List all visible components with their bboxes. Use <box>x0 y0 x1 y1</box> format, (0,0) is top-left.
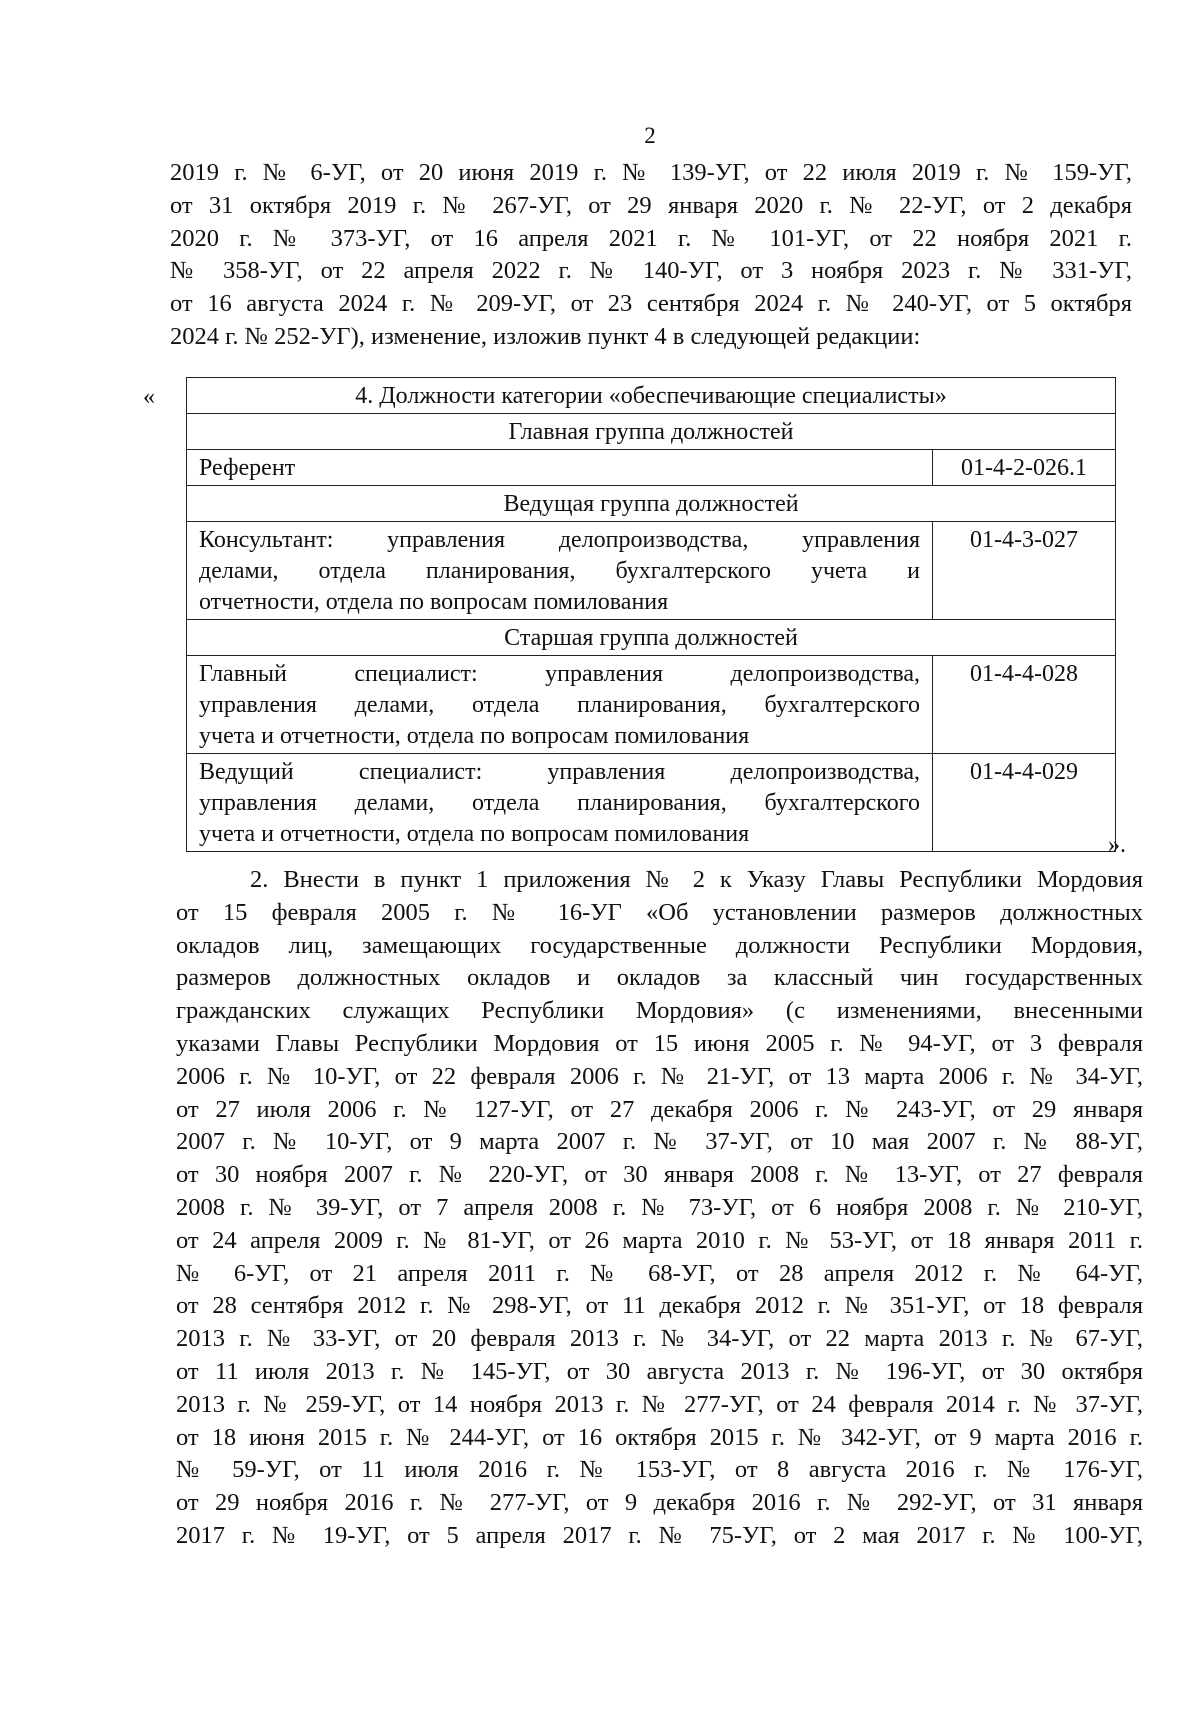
table-row <box>187 378 1116 414</box>
position-title <box>187 754 933 852</box>
position-code: 01-4-4-028 <box>933 656 1116 754</box>
table-row <box>187 486 1116 522</box>
position-title <box>187 656 933 754</box>
paragraph-line: 2019 г. № 6-УГ, от 20 июня 2019 г. № 139-УГ, от 22 июля 2019 г. № 159-УГ, <box>170 159 1132 186</box>
table-row <box>187 522 1116 620</box>
paragraph-line: от 28 сентября 2012 г. № 298-УГ, от 11 декабря 2012 г. № 351-УГ, от 18 февраля <box>176 1292 1143 1320</box>
paragraph-line: от 18 июня 2015 г. № 244-УГ, от 16 октября 2015 г. № 342-УГ, от 9 марта 2016 г. <box>176 1423 1143 1451</box>
group-heading-leading: Ведущая группа должностей <box>187 486 1116 522</box>
position-title-line: учета и отчетности, отдела по вопросам помилования <box>199 821 750 847</box>
paragraph-item-2 <box>176 864 1143 1553</box>
paragraph-line: от 15 февраля 2005 г. № 16-УГ «Об установлении размеров должностных <box>176 898 1143 926</box>
paragraph-line: 2020 г. № 373-УГ, от 16 апреля 2021 г. № 101-УГ, от 22 ноября 2021 г. <box>170 224 1132 252</box>
paragraph-line: 2006 г. № 10-УГ, от 22 февраля 2006 г. № 21-УГ, от 13 марта 2006 г. № 34-УГ, <box>176 1062 1143 1090</box>
positions-table <box>186 377 1116 852</box>
page-number: 2 <box>644 123 656 148</box>
position-title-line: управления делами, отдела планирования, бухгалтерского <box>199 692 920 718</box>
position-title-line: учета и отчетности, отдела по вопросам помилования <box>199 723 750 749</box>
paragraph-line: гражданских служащих Республики Мордовия» (с изменениями, внесенными <box>176 997 1143 1025</box>
position-code: 01-4-2-026.1 <box>933 450 1116 486</box>
paragraph-line: окладов лиц, замещающих государственные должности Республики Мордовия, <box>176 931 1143 959</box>
position-code: 01-4-3-027 <box>933 522 1116 620</box>
opening-quote-mark: « <box>143 384 155 410</box>
position-title-line: Главный специалист: управления делопроизводства, <box>199 661 920 687</box>
position-title-line: делами, отдела планирования, бухгалтерского учета и <box>199 558 920 584</box>
paragraph-line: 2024 г. № 252-УГ), изменение, изложив пункт 4 в следующей редакции: <box>170 322 921 350</box>
paragraph-line: 2. Внести в пункт 1 приложения № 2 к Указу Главы Республики Мордовия <box>250 866 1143 893</box>
paragraph-line: от 29 ноября 2016 г. № 277-УГ, от 9 декабря 2016 г. № 292-УГ, от 31 января <box>176 1489 1143 1517</box>
paragraph-line: № 6-УГ, от 21 апреля 2011 г. № 68-УГ, от 28 апреля 2012 г. № 64-УГ, <box>176 1259 1143 1287</box>
position-title-line: отчетности, отдела по вопросам помилования <box>199 589 669 615</box>
paragraph-line: от 16 августа 2024 г. № 209-УГ, от 23 сентября 2024 г. № 240-УГ, от 5 октября <box>170 290 1132 318</box>
position-title <box>187 522 933 620</box>
paragraph-line: 2013 г. № 259-УГ, от 14 ноября 2013 г. № 277-УГ, от 24 февраля 2014 г. № 37-УГ, <box>176 1390 1143 1418</box>
paragraph-line: № 59-УГ, от 11 июля 2016 г. № 153-УГ, от 8 августа 2016 г. № 176-УГ, <box>176 1456 1143 1484</box>
paragraph-line: 2013 г. № 33-УГ, от 20 февраля 2013 г. № 34-УГ, от 22 марта 2013 г. № 67-УГ, <box>176 1325 1143 1353</box>
paragraph-line: от 24 апреля 2009 г. № 81-УГ, от 26 марта 2010 г. № 53-УГ, от 18 января 2011 г. <box>176 1226 1143 1254</box>
paragraph-line: от 27 июля 2006 г. № 127-УГ, от 27 декабря 2006 г. № 243-УГ, от 29 января <box>176 1095 1143 1123</box>
table-row <box>187 656 1116 754</box>
paragraph-line: от 30 ноября 2007 г. № 220-УГ, от 30 января 2008 г. № 13-УГ, от 27 февраля <box>176 1161 1143 1189</box>
group-heading-senior: Старшая группа должностей <box>187 620 1116 656</box>
position-title-line: Ведущий специалист: управления делопроизводства, <box>199 759 920 785</box>
paragraph-line: от 31 октября 2019 г. № 267-УГ, от 29 января 2020 г. № 22-УГ, от 2 декабря <box>170 191 1132 219</box>
table-row <box>187 620 1116 656</box>
table-heading: 4. Должности категории «обеспечивающие специалисты» <box>187 378 1116 414</box>
position-title-line: управления делами, отдела планирования, бухгалтерского <box>199 790 920 816</box>
paragraph-line: 2017 г. № 19-УГ, от 5 апреля 2017 г. № 75-УГ, от 2 мая 2017 г. № 100-УГ, <box>176 1521 1143 1549</box>
paragraph-amendment-intro <box>170 157 1132 354</box>
position-title-line: Консультант: управления делопроизводства, управления <box>199 527 920 553</box>
paragraph-line: 2008 г. № 39-УГ, от 7 апреля 2008 г. № 73-УГ, от 6 ноября 2008 г. № 210-УГ, <box>176 1193 1143 1221</box>
position-title: Референт <box>187 450 933 486</box>
paragraph-line: указами Главы Республики Мордовия от 15 июня 2005 г. № 94-УГ, от 3 февраля <box>176 1029 1143 1057</box>
group-heading-main: Главная группа должностей <box>187 414 1116 450</box>
table-row <box>187 450 1116 486</box>
closing-quote-mark: ». <box>1108 832 1126 858</box>
paragraph-line: № 358-УГ, от 22 апреля 2022 г. № 140-УГ, от 3 ноября 2023 г. № 331-УГ, <box>170 257 1132 285</box>
table-row <box>187 414 1116 450</box>
table-row <box>187 754 1116 852</box>
paragraph-line: размеров должностных окладов и окладов за классный чин государственных <box>176 964 1143 992</box>
position-code: 01-4-4-029 <box>933 754 1116 852</box>
paragraph-line: от 11 июля 2013 г. № 145-УГ, от 30 августа 2013 г. № 196-УГ, от 30 октября <box>176 1357 1143 1385</box>
paragraph-line: 2007 г. № 10-УГ, от 9 марта 2007 г. № 37-УГ, от 10 мая 2007 г. № 88-УГ, <box>176 1128 1143 1156</box>
